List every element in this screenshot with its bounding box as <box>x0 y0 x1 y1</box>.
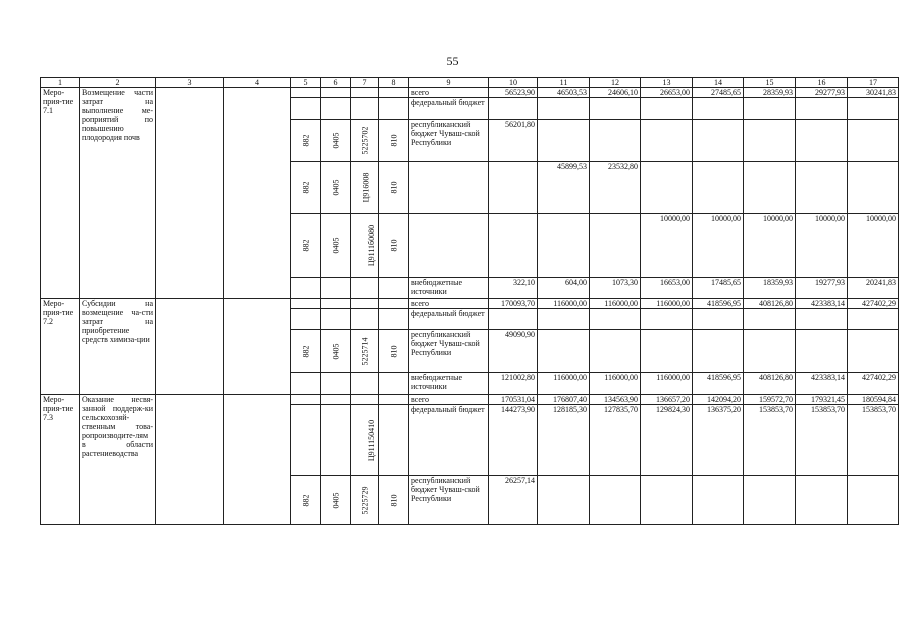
funding-source: республиканский бюджет Чуваш-ской Республики <box>409 330 489 373</box>
funding-source: внебюджетные источники <box>409 278 489 299</box>
page-number: 55 <box>446 54 459 68</box>
code-c8 <box>379 476 409 525</box>
header-cell-9: 9 <box>409 78 489 88</box>
value-cell <box>590 120 641 162</box>
funding-source: всего <box>409 299 489 309</box>
code-c7 <box>351 98 379 120</box>
header-cell-17: 17 <box>848 78 899 88</box>
code-c7 <box>351 299 379 309</box>
code-c7 <box>351 476 379 525</box>
code-c8 <box>379 330 409 373</box>
value-cell: 19277,93 <box>796 278 848 299</box>
value-cell <box>693 98 744 120</box>
funding-source: федеральный бюджет <box>409 309 489 330</box>
empty-cell-4 <box>224 299 291 395</box>
funding-source: внебюджетные источники <box>409 373 489 395</box>
header-cell-7: 7 <box>351 78 379 88</box>
measure-description: Возмещение части затрат на выполнение ме-роприятий по повышению плодородия почв <box>80 88 156 299</box>
code-c7 <box>351 88 379 98</box>
value-cell <box>796 162 848 214</box>
value-cell: 129824,30 <box>641 405 693 476</box>
code-c7-text: Ц916008 <box>361 172 371 203</box>
measure-name: Меро-прия-тие 7.3 <box>41 395 80 525</box>
header-cell-15: 15 <box>744 78 796 88</box>
value-cell <box>590 476 641 525</box>
code-c7 <box>351 309 379 330</box>
value-cell: 423383,14 <box>796 299 848 309</box>
value-cell <box>538 98 590 120</box>
value-cell <box>538 476 590 525</box>
value-cell <box>538 309 590 330</box>
value-cell <box>538 214 590 278</box>
code-c8 <box>379 395 409 405</box>
value-cell: 408126,80 <box>744 299 796 309</box>
header-cell-4: 4 <box>224 78 291 88</box>
code-c5 <box>291 330 321 373</box>
code-c6 <box>321 395 351 405</box>
code-c5 <box>291 476 321 525</box>
budget-table <box>40 77 899 525</box>
code-c8 <box>379 162 409 214</box>
value-cell: 116000,00 <box>641 373 693 395</box>
value-cell <box>848 476 899 525</box>
funding-source: всего <box>409 88 489 98</box>
header-cell-8: 8 <box>379 78 409 88</box>
table-row <box>41 299 899 309</box>
header-cell-10: 10 <box>489 78 538 88</box>
header-cell-13: 13 <box>641 78 693 88</box>
value-cell <box>538 330 590 373</box>
value-cell <box>744 162 796 214</box>
code-c6-text: 0405 <box>331 132 340 149</box>
value-cell <box>489 309 538 330</box>
value-cell <box>848 330 899 373</box>
value-cell: 179321,45 <box>796 395 848 405</box>
header-cell-6: 6 <box>321 78 351 88</box>
table-row <box>41 88 899 98</box>
funding-source: республиканский бюджет Чуваш-ской Республики <box>409 476 489 525</box>
value-cell: 180594,84 <box>848 395 899 405</box>
code-c5 <box>291 299 321 309</box>
value-cell: 144273,90 <box>489 405 538 476</box>
value-cell: 16653,00 <box>641 278 693 299</box>
value-cell: 24606,10 <box>590 88 641 98</box>
value-cell: 127835,70 <box>590 405 641 476</box>
code-c6-text: 0405 <box>331 237 340 254</box>
code-c7 <box>351 405 379 476</box>
value-cell: 116000,00 <box>538 299 590 309</box>
value-cell: 116000,00 <box>590 299 641 309</box>
value-cell: 29277,93 <box>796 88 848 98</box>
value-cell: 423383,14 <box>796 373 848 395</box>
code-c5 <box>291 309 321 330</box>
value-cell <box>848 309 899 330</box>
code-c7 <box>351 330 379 373</box>
value-cell <box>489 98 538 120</box>
code-c6 <box>321 299 351 309</box>
code-c7 <box>351 214 379 278</box>
code-c7-text: Ц9111б0080 <box>367 224 377 267</box>
value-cell: 23532,80 <box>590 162 641 214</box>
code-c6 <box>321 120 351 162</box>
value-cell: 27485,65 <box>693 88 744 98</box>
value-cell: 116000,00 <box>590 373 641 395</box>
value-cell: 49090,90 <box>489 330 538 373</box>
code-c5-text: 882 <box>301 239 310 252</box>
value-cell <box>744 476 796 525</box>
code-c6-text: 0405 <box>331 179 340 196</box>
code-c8-text: 810 <box>389 345 398 357</box>
value-cell <box>744 98 796 120</box>
value-cell: 18359,93 <box>744 278 796 299</box>
value-cell: 176807,40 <box>538 395 590 405</box>
value-cell: 45899,53 <box>538 162 590 214</box>
header-cell-14: 14 <box>693 78 744 88</box>
header-cell-1: 1 <box>41 78 80 88</box>
value-cell <box>744 330 796 373</box>
value-cell <box>641 476 693 525</box>
value-cell: 170093,70 <box>489 299 538 309</box>
header-cell-5: 5 <box>291 78 321 88</box>
header-cell-12: 12 <box>590 78 641 88</box>
value-cell: 142094,20 <box>693 395 744 405</box>
code-c5 <box>291 395 321 405</box>
code-c6 <box>321 88 351 98</box>
value-cell <box>641 162 693 214</box>
code-c8 <box>379 299 409 309</box>
value-cell: 10000,00 <box>744 214 796 278</box>
code-c7-text: 5225702 <box>360 126 370 155</box>
value-cell <box>693 309 744 330</box>
code-c7-text: 5225729 <box>360 486 370 514</box>
value-cell: 10000,00 <box>693 214 744 278</box>
code-c5 <box>291 88 321 98</box>
value-cell: 116000,00 <box>538 373 590 395</box>
value-cell <box>693 120 744 162</box>
table-row <box>41 395 899 405</box>
measure-name: Меро-прия-тие 7.1 <box>41 88 80 299</box>
value-cell <box>693 476 744 525</box>
code-c8-text: 810 <box>389 239 398 252</box>
header-cell-16: 16 <box>796 78 848 88</box>
value-cell <box>641 330 693 373</box>
value-cell: 604,00 <box>538 278 590 299</box>
code-c5 <box>291 162 321 214</box>
code-c8-text: 810 <box>389 181 398 194</box>
value-cell: 418596,95 <box>693 299 744 309</box>
empty-cell-3 <box>156 88 224 299</box>
value-cell <box>590 214 641 278</box>
empty-cell-4 <box>224 88 291 299</box>
code-c5-text: 882 <box>301 134 310 147</box>
code-c7 <box>351 395 379 405</box>
value-cell <box>796 309 848 330</box>
code-c5 <box>291 214 321 278</box>
code-c5 <box>291 120 321 162</box>
value-cell <box>641 309 693 330</box>
code-c8 <box>379 405 409 476</box>
code-c8 <box>379 309 409 330</box>
code-c6-text: 0405 <box>331 343 340 359</box>
code-c8 <box>379 98 409 120</box>
value-cell: 30241,83 <box>848 88 899 98</box>
value-cell <box>590 309 641 330</box>
code-c8 <box>379 120 409 162</box>
value-cell <box>693 330 744 373</box>
code-c6 <box>321 214 351 278</box>
value-cell: 159572,70 <box>744 395 796 405</box>
value-cell: 170531,04 <box>489 395 538 405</box>
value-cell: 136375,20 <box>693 405 744 476</box>
value-cell <box>796 120 848 162</box>
code-c6 <box>321 309 351 330</box>
header-cell-2: 2 <box>80 78 156 88</box>
value-cell <box>848 120 899 162</box>
code-c6 <box>321 162 351 214</box>
code-c8 <box>379 278 409 299</box>
code-c8 <box>379 88 409 98</box>
value-cell <box>590 98 641 120</box>
code-c5 <box>291 98 321 120</box>
value-cell: 136657,20 <box>641 395 693 405</box>
value-cell <box>538 120 590 162</box>
value-cell: 20241,83 <box>848 278 899 299</box>
code-c7-text: 5225714 <box>360 337 370 365</box>
value-cell: 28359,93 <box>744 88 796 98</box>
empty-cell-3 <box>156 395 224 525</box>
measure-name: Меро-прия-тие 7.2 <box>41 299 80 395</box>
value-cell: 134563,90 <box>590 395 641 405</box>
value-cell: 153853,70 <box>848 405 899 476</box>
empty-cell-4 <box>224 395 291 525</box>
value-cell: 427402,29 <box>848 299 899 309</box>
value-cell <box>744 120 796 162</box>
value-cell: 46503,53 <box>538 88 590 98</box>
value-cell: 56201,80 <box>489 120 538 162</box>
measure-description: Субсидии на возмещение ча-сти затрат на приобретение средств химиза-ции <box>80 299 156 395</box>
code-c5 <box>291 405 321 476</box>
value-cell: 10000,00 <box>848 214 899 278</box>
funding-source <box>409 214 489 278</box>
header-row <box>41 78 899 88</box>
value-cell: 408126,80 <box>744 373 796 395</box>
value-cell: 1073,30 <box>590 278 641 299</box>
code-c7 <box>351 162 379 214</box>
code-c8 <box>379 373 409 395</box>
value-cell <box>848 162 899 214</box>
header-cell-3: 3 <box>156 78 224 88</box>
code-c6-text: 0405 <box>331 492 340 508</box>
code-c7 <box>351 278 379 299</box>
value-cell <box>641 98 693 120</box>
code-c7-text: Ц911150410 <box>367 419 377 461</box>
value-cell <box>796 476 848 525</box>
funding-source: всего <box>409 395 489 405</box>
value-cell: 10000,00 <box>796 214 848 278</box>
value-cell <box>489 162 538 214</box>
value-cell: 153853,70 <box>744 405 796 476</box>
value-cell: 116000,00 <box>641 299 693 309</box>
empty-cell-3 <box>156 299 224 395</box>
funding-source: республиканский бюджет Чуваш-ской Республики <box>409 120 489 162</box>
value-cell: 17485,65 <box>693 278 744 299</box>
code-c6 <box>321 373 351 395</box>
code-c8 <box>379 214 409 278</box>
code-c5-text: 882 <box>301 345 310 357</box>
measure-description: Оказание несвя-занной поддерж-ки сельскохозяй-ственным това-ропроизводите-лям в области растениеводства <box>80 395 156 525</box>
funding-source: федеральный бюджет <box>409 98 489 120</box>
code-c7 <box>351 373 379 395</box>
value-cell <box>796 98 848 120</box>
value-cell: 322,10 <box>489 278 538 299</box>
value-cell: 128185,30 <box>538 405 590 476</box>
value-cell: 121002,80 <box>489 373 538 395</box>
value-cell: 26257,14 <box>489 476 538 525</box>
value-cell <box>489 214 538 278</box>
value-cell: 10000,00 <box>641 214 693 278</box>
value-cell: 153853,70 <box>796 405 848 476</box>
value-cell <box>693 162 744 214</box>
header-cell-11: 11 <box>538 78 590 88</box>
code-c5 <box>291 373 321 395</box>
code-c6 <box>321 98 351 120</box>
value-cell: 427402,29 <box>848 373 899 395</box>
value-cell <box>590 330 641 373</box>
code-c7 <box>351 120 379 162</box>
value-cell <box>641 120 693 162</box>
value-cell: 26653,00 <box>641 88 693 98</box>
code-c5 <box>291 278 321 299</box>
code-c5-text: 882 <box>301 494 310 506</box>
code-c5-text: 882 <box>301 181 310 194</box>
value-cell <box>796 330 848 373</box>
value-cell <box>744 309 796 330</box>
value-cell: 56523,90 <box>489 88 538 98</box>
code-c6 <box>321 330 351 373</box>
funding-source: федеральный бюджет <box>409 405 489 476</box>
code-c6 <box>321 405 351 476</box>
value-cell <box>848 98 899 120</box>
value-cell: 418596,95 <box>693 373 744 395</box>
code-c8-text: 810 <box>389 494 398 506</box>
code-c8-text: 810 <box>389 134 398 147</box>
code-c6 <box>321 278 351 299</box>
funding-source <box>409 162 489 214</box>
code-c6 <box>321 476 351 525</box>
